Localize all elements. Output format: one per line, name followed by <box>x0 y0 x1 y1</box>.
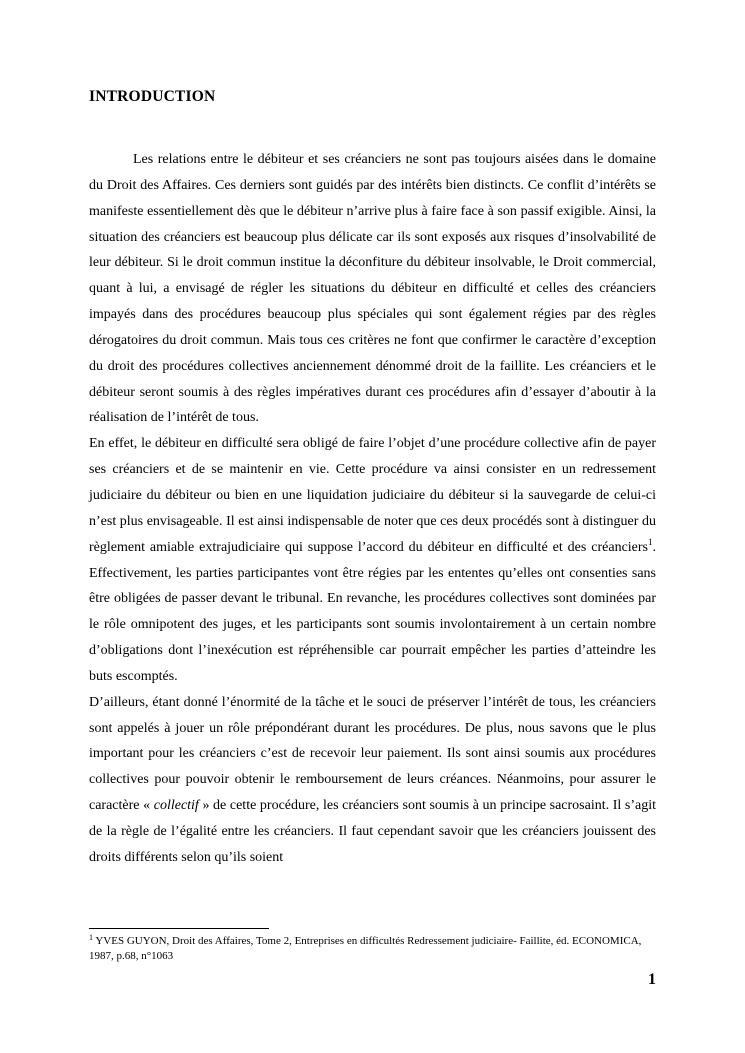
paragraph-1-text: Les relations entre le débiteur et ses créanciers ne sont pas toujours aisées dans le domaine du Droit des Affaires. Ces derniers sont guidés par des intérêts bien distincts. Ce conflit d’intérêts se manifeste essentiellement dès que le débiteur n’arrive plus à faire face à son passif exigible. Ainsi, la situation des créanciers est beaucoup plus délicate car ils sont exposés aux risques d’insolvabilité de leur débiteur. Si le droit commun institue la déconfiture du débiteur insolvable, le Droit commercial, quant à lui, a envisagé de régler les situations du débiteur en difficulté et celles des créanciers impayés dans des procédures beaucoup plus spéciales qui sont également régies par des règles dérogatoires du droit commun. Mais tous ces critères ne font que confirmer le caractère d’exception du droit des procédures collectives anciennement dénommé droit de la faillite. Les créanciers et le débiteur seront soumis à des règles impératives durant ces procédures afin d’essayer d’aboutir à la réalisation de l’intérêt de tous. <box>89 152 656 426</box>
page-number: 1 <box>648 971 656 988</box>
paragraph-3 <box>89 690 656 871</box>
paragraph-1 <box>89 147 656 431</box>
paragraph-2-text-after-note: . Effectivement, les parties participantes vont être régies par les ententes qu’elles ont consenties sans être obligées de passer devant le tribunal. En revanche, les procédures collectives sont dominées par le rôle omnipotent des juges, et les participants sont soumis involontairement à un certain nombre d’obligations dont l’inexécution est répréhensible car pourrait empêcher les parties d’atteindre les buts escomptés. <box>89 539 656 684</box>
emphasis-collectif: collectif <box>153 798 199 814</box>
paragraph-2-text-before-note: En effet, le débiteur en difficulté sera obligé de faire l’objet d’une procédure collective afin de payer ses créanciers et de se maintenir en vie. Cette procédure va ainsi consister en un redressement judiciaire du débiteur ou bien en une liquidation judiciaire du débiteur si la sauvegarde de celui-ci n’est plus envisageable. Il est ainsi indispensable de noter que ces deux procédés sont à distinguer du règlement amiable extrajudiciaire qui suppose l’accord du débiteur en difficulté et des créanciers <box>89 436 656 555</box>
footnote-reference[interactable]: 1 <box>648 536 653 547</box>
footnote-number: 1 <box>89 933 93 942</box>
footnote-text: YVES GUYON, Droit des Affaires, Tome 2, Entreprises en difficultés Redressement judiciaire- Faillite, éd. ECONOMICA, 1987, p.68, n°1063 <box>89 935 642 962</box>
section-heading: INTRODUCTION <box>89 88 216 105</box>
footnote <box>89 934 656 964</box>
footnote-separator <box>89 928 269 929</box>
paragraph-2 <box>89 431 656 689</box>
body-text <box>89 147 656 871</box>
paragraph-3-text-after-emphasis: » de cette procédure, les créanciers sont soumis à un principe sacrosaint. Il s’agit de la règle de l’égalité entre les créanciers. Il faut cependant savoir que les créanciers jouissent des droits différents selon qu’ils soient <box>89 798 657 865</box>
paragraph-3-text-before-emphasis: D’ailleurs, étant donné l’énormité de la tâche et le souci de préserver l’intérêt de tous, les créanciers sont appelés à jouer un rôle prépondérant durant les procédures. De plus, nous savons que le plus important pour les créanciers c’est de recevoir leur paiement. Ils sont ainsi soumis aux procédures collectives pour pouvoir obtenir le remboursement de leurs créances. Néanmoins, pour assurer le caractère « <box>89 694 656 814</box>
